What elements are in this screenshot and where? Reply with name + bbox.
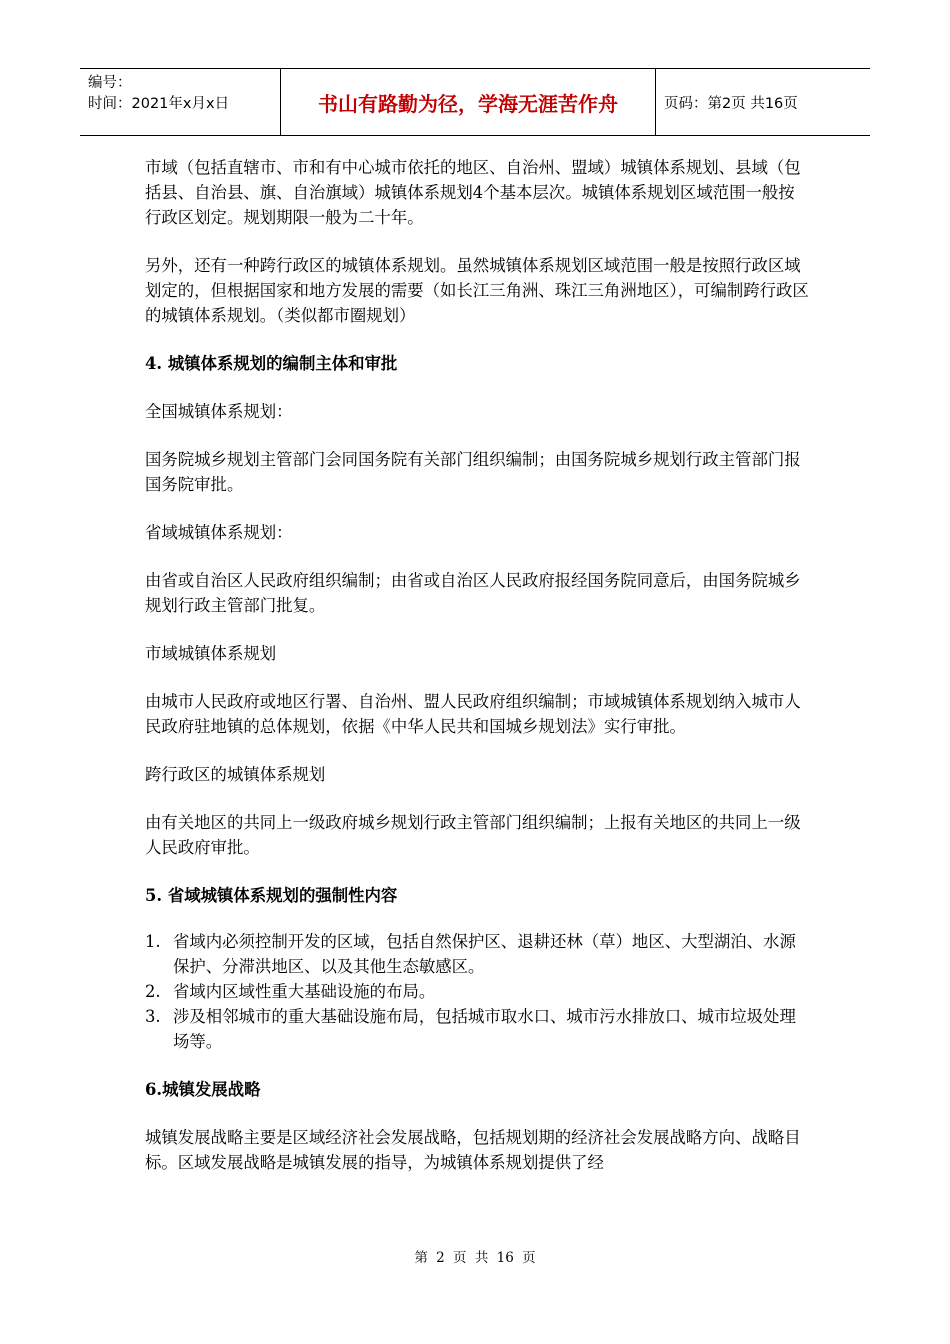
document-date: 时间：2021年x月x日	[88, 96, 230, 112]
list-item-text: 省域内必须控制开发的区域，包括自然保护区、退耕还林（草）地区、大型湖泊、水源保护、分滞洪地区、以及其他生态敏感区。	[173, 932, 796, 976]
document-body	[145, 155, 810, 1198]
list-item-number: 2.	[145, 982, 161, 1001]
list-item-text: 涉及相邻城市的重大基础设施布局，包括城市取水口、城市污水排放口、城市垃圾处理场等。	[173, 1007, 796, 1051]
list-item	[145, 929, 810, 979]
page-footer: 第 2 页 共 16 页	[414, 1250, 536, 1266]
section-heading: 5. 省域城镇体系规划的强制性内容	[145, 886, 398, 905]
list-item-number: 1.	[145, 932, 161, 951]
numbered-list	[145, 929, 810, 1054]
header-page-number: 页码：第2页 共16页	[664, 95, 798, 112]
paragraph: 全国城镇体系规划：	[145, 402, 293, 421]
document-number-label: 编号：	[88, 75, 132, 91]
page-header	[80, 68, 870, 136]
list-item	[145, 979, 810, 1004]
section-heading: 4. 城镇体系规划的编制主体和审批	[145, 354, 398, 373]
paragraph: 国务院城乡规划主管部门会同国务院有关部门组织编制；由国务院城乡规划行政主管部门报国务院审批。	[145, 450, 801, 494]
paragraph: 市域（包括直辖市、市和有中心城市依托的地区、自治州、盟域）城镇体系规划、县域（包括县、自治县、旗、自治旗域）城镇体系规划4个基本层次。城镇体系规划区域范围一般按行政区划定。规划期限一般为二十年。	[145, 158, 801, 227]
paragraph: 由城市人民政府或地区行署、自治州、盟人民政府组织编制；市域城镇体系规划纳入城市人民政府驻地镇的总体规划，依据《中华人民共和国城乡规划法》实行审批。	[145, 692, 801, 736]
section-heading: 6.城镇发展战略	[145, 1080, 261, 1099]
list-item-text: 省域内区域性重大基础设施的布局。	[173, 982, 436, 1001]
header-motto: 书山有路勤为径，学海无涯苦作舟	[281, 69, 656, 135]
paragraph: 由省或自治区人民政府组织编制；由省或自治区人民政府报经国务院同意后，由国务院城乡规划行政主管部门批复。	[145, 571, 801, 615]
paragraph: 城镇发展战略主要是区域经济社会发展战略，包括规划期的经济社会发展战略方向、战略目标。区域发展战略是城镇发展的指导，为城镇体系规划提供了经	[145, 1128, 801, 1172]
paragraph: 由有关地区的共同上一级政府城乡规划行政主管部门组织编制；上报有关地区的共同上一级人民政府审批。	[145, 813, 801, 857]
header-meta	[80, 69, 281, 135]
list-item-number: 3.	[145, 1007, 161, 1026]
list-item	[145, 1004, 810, 1054]
paragraph: 省域城镇体系规划：	[145, 523, 293, 542]
paragraph: 市域城镇体系规划	[145, 644, 277, 663]
paragraph: 另外，还有一种跨行政区的城镇体系规划。虽然城镇体系规划区域范围一般是按照行政区域划定的，但根据国家和地方发展的需要（如长江三角洲、珠江三角洲地区），可编制跨行政区的城镇体系规划。（类似都市圈规划）	[145, 256, 809, 325]
paragraph: 跨行政区的城镇体系规划	[145, 765, 326, 784]
